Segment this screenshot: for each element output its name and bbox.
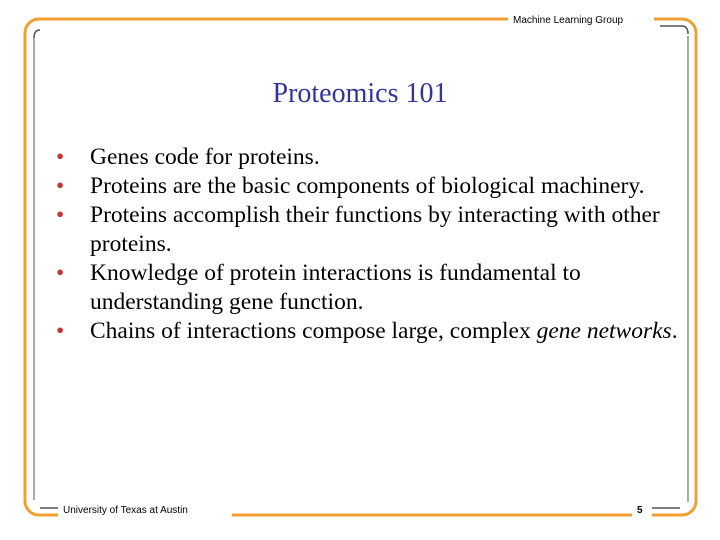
bullet-text: Proteins are the basic components of biological machinery. [90, 173, 645, 199]
bullet-item [56, 143, 696, 172]
bullet-list [56, 143, 696, 346]
bullet-text-italic: gene networks [536, 318, 672, 344]
bullet-item [56, 201, 696, 259]
footer-page-number: 5 [637, 505, 643, 516]
bullet-text: Proteins accomplish their functions by interacting with other proteins. [90, 202, 660, 257]
bullet-icon: • [56, 260, 65, 286]
bullet-text: Knowledge of protein interactions is fundamental to understanding gene function. [90, 260, 581, 315]
bullet-icon: • [56, 144, 65, 170]
bullet-item [56, 172, 696, 201]
bullet-text: Genes code for proteins. [90, 144, 320, 170]
bullet-item [56, 317, 696, 346]
bullet-item [56, 259, 696, 317]
bullet-icon: • [56, 173, 65, 199]
bullet-text-plain: Chains of interactions compose large, complex [90, 318, 537, 344]
header-group-label: Machine Learning Group [513, 15, 624, 26]
bullet-text-end: . [671, 318, 678, 344]
bullet-icon: • [56, 318, 65, 344]
bullet-icon: • [56, 202, 65, 228]
slide-title: Proteomics 101 [272, 78, 448, 109]
footer-institution: University of Texas at Austin [63, 505, 188, 516]
bullet-text [90, 318, 678, 344]
